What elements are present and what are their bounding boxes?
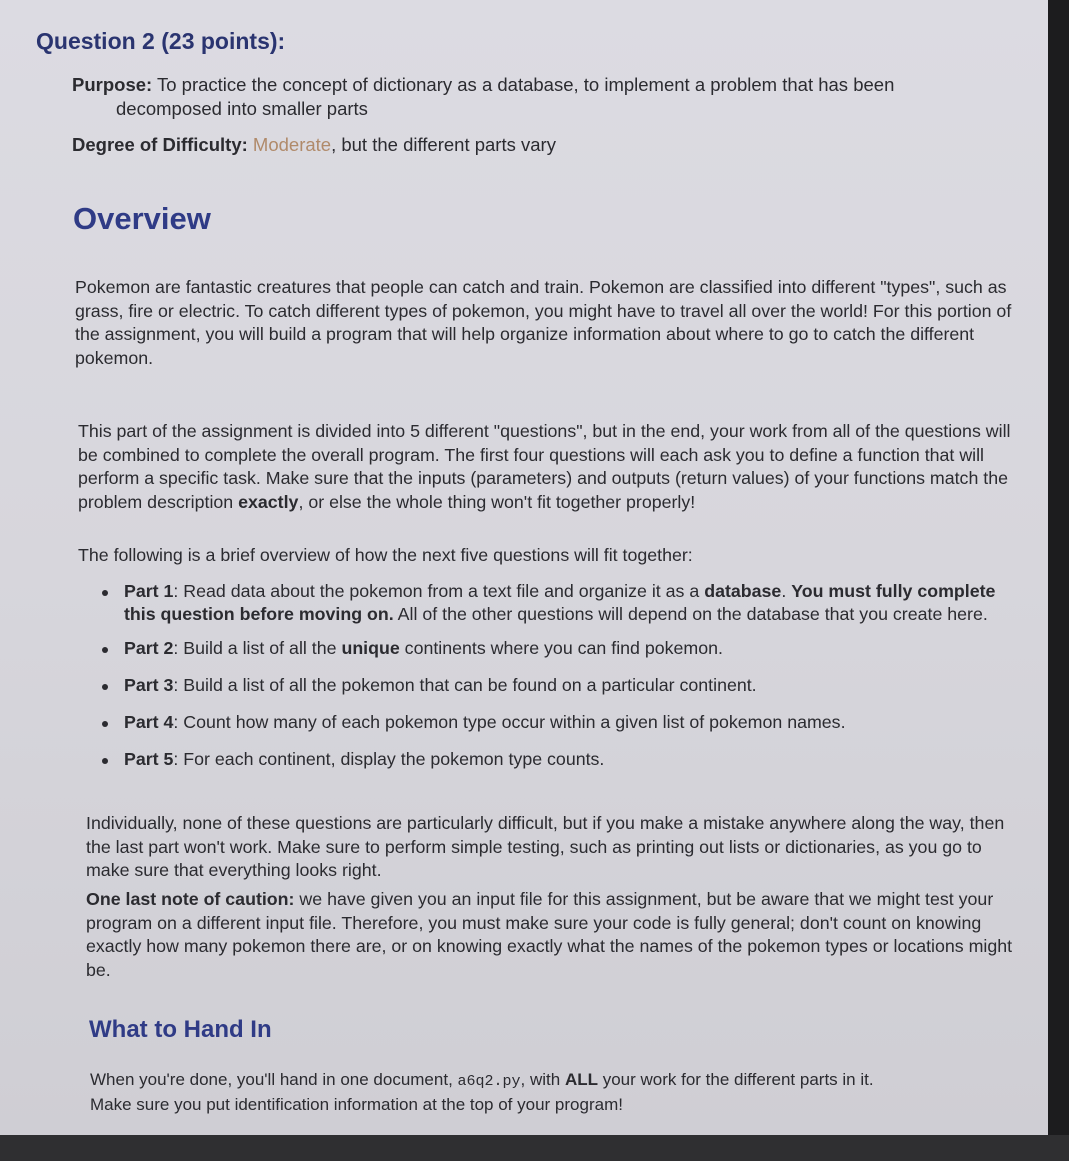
handin-heading: What to Hand In [89, 1016, 272, 1043]
parts-list [96, 580, 1026, 771]
list-item [96, 580, 1026, 626]
part-label: Part 2 [124, 638, 174, 658]
part-bold: unique [341, 638, 400, 658]
difficulty-label: Degree of Difficulty: [72, 134, 248, 155]
handin-bold: ALL [564, 1070, 598, 1089]
handin-text-a: When you're done, you'll hand in one document, [90, 1070, 458, 1089]
bullet-icon [102, 721, 108, 727]
overview-heading: Overview [73, 201, 211, 236]
part-text: : Read data about the pokemon from a text file and organize it as a [173, 581, 705, 601]
bullet-icon [102, 647, 108, 653]
handin-text-b: , with [520, 1070, 565, 1089]
part-text: : Build a list of all the pokemon that can be found on a particular continent. [173, 675, 757, 695]
handin-line2: Make sure you put identification information at the top of your program! [90, 1095, 623, 1114]
part-text: : Count how many of each pokemon type occur within a given list of pokemon names. [173, 712, 846, 732]
question-title: Question 2 (23 points): [36, 28, 286, 54]
bullet-icon [102, 684, 108, 690]
part-text: : Build a list of all the [173, 638, 342, 658]
list-item [96, 637, 1026, 660]
part-label: Part 1 [124, 581, 174, 601]
bullet-icon [102, 758, 108, 764]
bullet-icon [102, 590, 108, 596]
caution-label: One last note of caution: [86, 889, 295, 909]
part-label: Part 4 [124, 712, 174, 732]
handin-filename: a6q2.py [457, 1073, 521, 1090]
overview-paragraph-2-a: This part of the assignment is divided into 5 different "questions", but in the end, your work from all of the questions will be combined to complete the overall program. The first four questions will each ask you to define a function that will perform a specific task. Make sure that the inputs (parameters) and outputs (return values) of your functions match the problem description [78, 421, 1011, 512]
part-text-b: . [781, 581, 792, 601]
handin-text-c: your work for the different parts in it. [597, 1070, 874, 1089]
screen-bezel-right [1048, 0, 1069, 1161]
part-label: Part 5 [124, 749, 174, 769]
difficulty-level: Moderate [252, 134, 332, 155]
overview-paragraph-3: The following is a brief overview of how the next five questions will fit together: [78, 545, 693, 565]
purpose-text-line2: decomposed into smaller parts [116, 98, 368, 119]
purpose-text-line1: To practice the concept of dictionary as a database, to implement a problem that has been [157, 74, 895, 95]
part-bold: database [704, 581, 782, 601]
closing-paragraph: Individually, none of these questions are particularly difficult, but if you make a mistake anywhere along the way, then the last part won't work. Make sure to perform simple testing, such as printing out lists or dictionaries, as you go to make sure that everything looks right. [86, 813, 1005, 880]
part-text-b: continents where you can find pokemon. [399, 638, 723, 658]
purpose-block [72, 73, 1032, 121]
caution-text: we have given you an input file for this assignment, but be aware that we might test your program on a different input file. Therefore, you must make sure your code is fully general; don't count on knowing exactly how many pokemon there are, or on knowing exactly what the names of the pokemon types or locations might be. [86, 889, 1013, 980]
part-text: : For each continent, display the pokemon type counts. [173, 749, 605, 769]
purpose-label: Purpose: [72, 74, 153, 95]
list-item [96, 748, 1026, 771]
part-label: Part 3 [124, 675, 174, 695]
overview-paragraph-2-b: , or else the whole thing won't fit together properly! [298, 491, 696, 512]
overview-paragraph-2-bold: exactly [238, 491, 299, 512]
list-item [96, 674, 1026, 697]
part-bold-2: You must fully complete this question before moving on. [124, 581, 996, 624]
handin-paragraph [90, 1068, 1020, 1116]
part-text-c: All of the other questions will depend on the database that you create here. [393, 604, 988, 624]
list-item [96, 711, 1026, 734]
screen-bezel-bottom [0, 1135, 1069, 1161]
caution-paragraph [86, 888, 1022, 982]
difficulty-block [72, 133, 556, 157]
overview-paragraph-2 [78, 420, 1024, 514]
overview-paragraph-1: Pokemon are fantastic creatures that people can catch and train. Pokemon are classified into different "types", such as grass, fire or electric. To catch different types of pokemon, you might have to travel all over the world! For this portion of the assignment, you will build a program that will help organize information about where to go to catch the different pokemon. [75, 277, 1012, 368]
difficulty-rest: , but the different parts vary [331, 134, 556, 155]
